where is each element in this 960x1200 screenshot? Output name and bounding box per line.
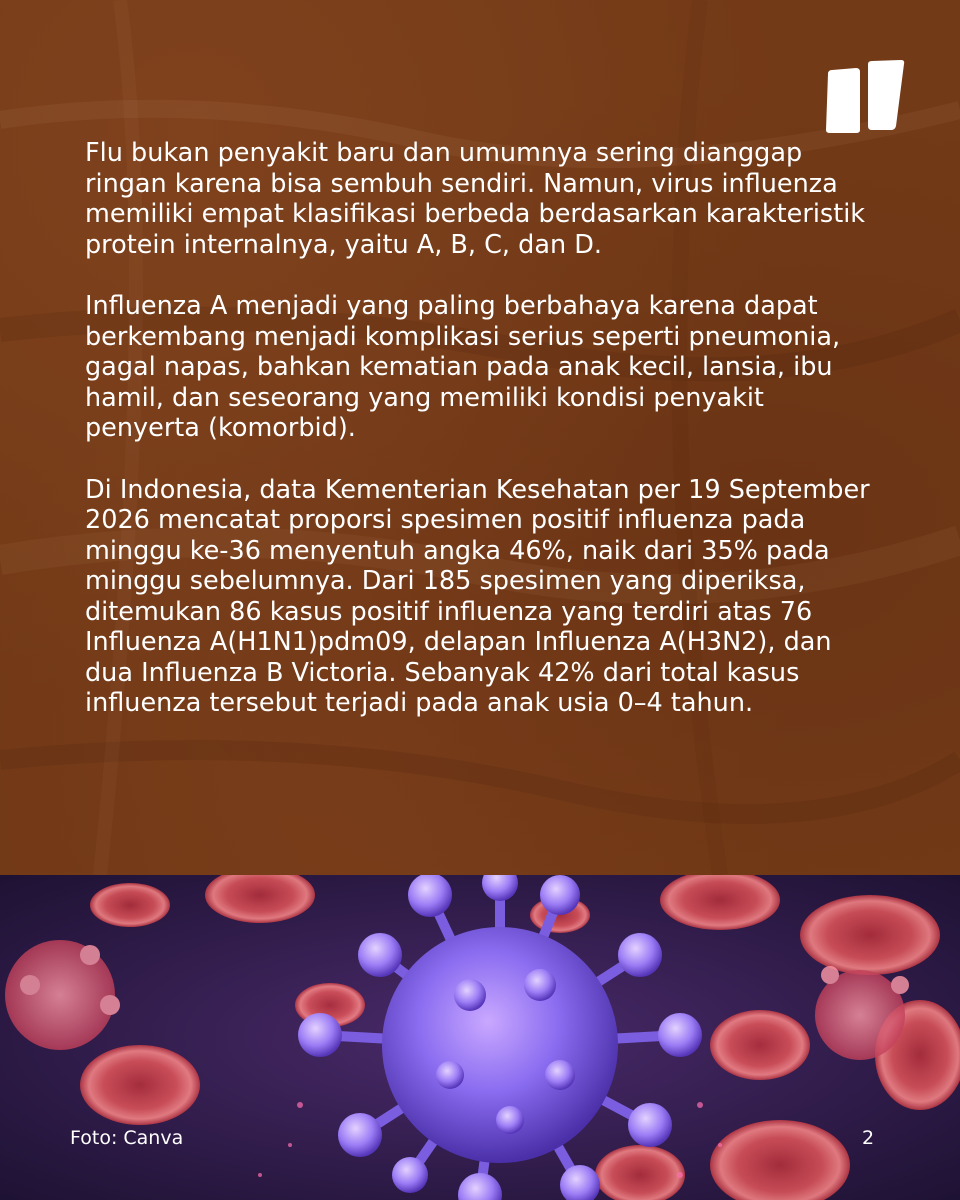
brand-logo-icon (824, 60, 906, 134)
paragraph-3: Di Indonesia, data Kementerian Kesehatan per 19 September 2026 mencatat proporsi spesimen positif influenza pada minggu ke-36 menyentuh angka 46%, naik dari 35% pada minggu sebelumnya. Dari 185 spesimen yang diperiksa, ditemukan 86 kasus positif influenza yang terdiri atas 76 Influenza A(H1N1)pdm09, delapan Influenza A(H3N2), dan dua Influenza B Victoria. Sebanyak 42% dari total kasus influenza tersebut terjadi pada anak usia 0–4 tahun. (85, 474, 870, 718)
paragraph-1: Flu bukan penyakit baru dan umumnya sering dianggap ringan karena bisa sembuh sendiri. Namun, virus influenza memiliki empat klasifikasi berbeda berdasarkan karakteristik protein internalnya, yaitu A, B, C, dan D. (85, 138, 866, 260)
article-body (85, 138, 885, 750)
page-number: 2 (862, 1127, 875, 1149)
photo-caption: Foto: Canva (70, 1127, 184, 1149)
paragraph-2: Influenza A menjadi yang paling berbahaya karena dapat berkembang menjadi komplikasi serius seperti pneumonia, gagal napas, bahkan kematian pada anak kecil, lansia, ibu hamil, dan seseorang yang memiliki kondisi penyakit penyerta (komorbid). (85, 291, 841, 443)
virus-photo (0, 875, 960, 1200)
